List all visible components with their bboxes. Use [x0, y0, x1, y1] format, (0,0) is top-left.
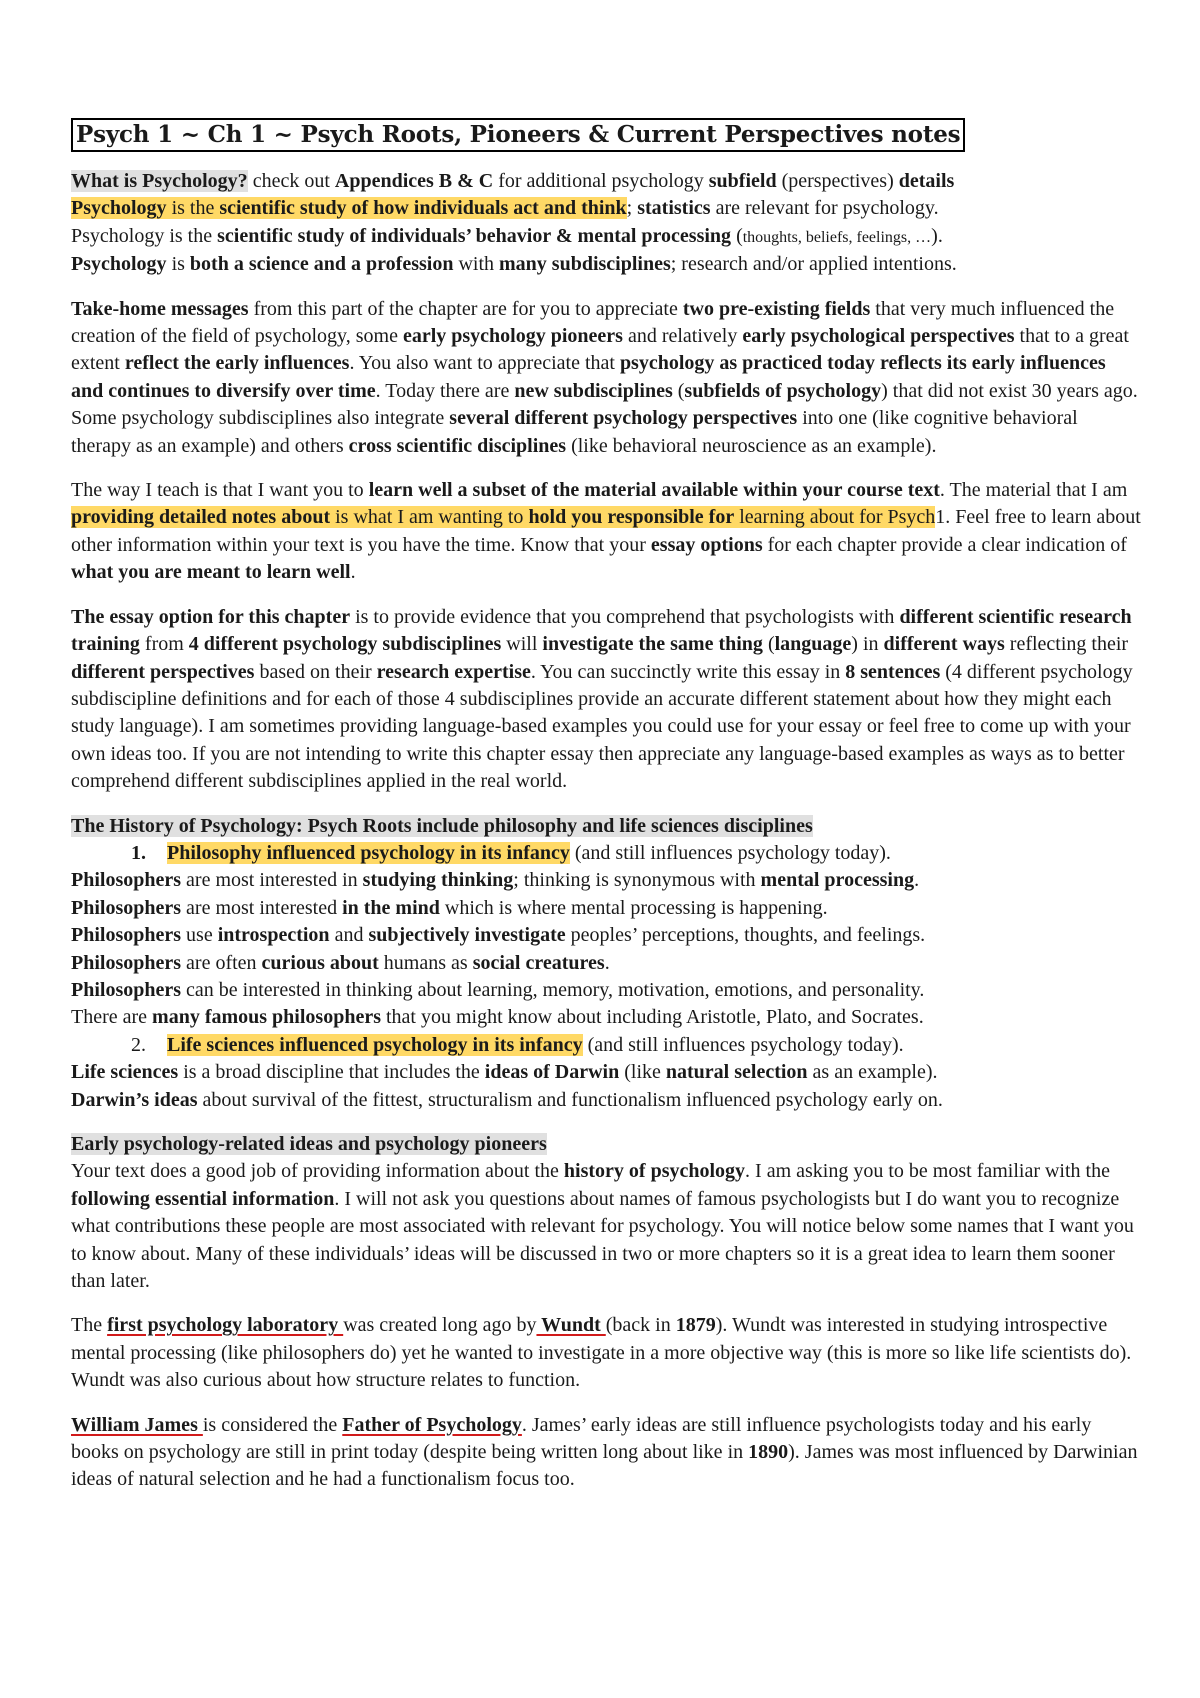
text: .	[604, 951, 610, 974]
history-heading	[71, 813, 1141, 840]
highlight: providing detailed notes about	[71, 506, 331, 529]
text: subjectively investigate	[368, 924, 566, 947]
text: ).	[931, 224, 943, 247]
text: into one (like cognitive behavioral therapy as an example) and others	[71, 407, 1078, 457]
text: scientific study of how individuals act and think	[219, 197, 627, 220]
text: There are	[71, 1006, 153, 1029]
text: scientific study of individuals’ behavior & mental processing	[217, 224, 732, 247]
highlight: learning about for Psych	[739, 506, 936, 529]
text: two pre-existing fields	[682, 297, 871, 320]
text: several different psychology perspectives	[449, 407, 798, 430]
text: early psychology pioneers	[402, 325, 623, 348]
text: subfield	[708, 170, 777, 192]
text: from this part of the chapter are for you to appreciate	[248, 297, 683, 320]
early-heading	[71, 1131, 1141, 1158]
text: both a science and a profession	[189, 253, 454, 276]
text: . The material that I am	[939, 479, 1128, 502]
text: studying thinking	[362, 869, 514, 892]
text: and relatively	[622, 325, 743, 348]
text: that to a great extent	[71, 325, 1129, 375]
text: statistics	[637, 197, 711, 220]
take-home-paragraph	[71, 296, 1141, 460]
text: history of psychology	[563, 1160, 746, 1183]
text: ;	[626, 197, 638, 220]
text: essay options	[650, 533, 763, 556]
text: is considered the	[202, 1413, 343, 1436]
text: Darwin’s ideas	[71, 1088, 198, 1111]
text: . I am asking you to be most familiar with the	[745, 1160, 1110, 1183]
text: language	[774, 633, 852, 656]
text: different ways	[883, 633, 1005, 656]
text: mental processing	[760, 869, 915, 892]
text: is	[166, 253, 190, 276]
text: reflecting their	[1004, 633, 1129, 656]
text: can be interested in thinking about learning, memory, motivation, emotions, and personality.	[181, 978, 925, 1001]
text: . You also want to appreciate that	[349, 352, 620, 375]
intro-paragraph	[71, 168, 1141, 279]
text: The essay option for this chapter	[71, 605, 351, 628]
text: about survival of the fittest, structuralism and functionalism influenced psychology early on.	[197, 1088, 943, 1111]
history-line	[71, 977, 1141, 1004]
wundt-paragraph	[71, 1312, 1141, 1394]
text: reflect the early influences	[124, 352, 350, 375]
list-item-philosophy	[71, 840, 1141, 867]
underlined-term: first psychology laboratory	[107, 1314, 344, 1337]
text: different scientific research training	[71, 605, 1132, 656]
text: in the mind	[342, 896, 440, 919]
text: are relevant for psychology.	[710, 197, 939, 220]
text: .	[914, 869, 920, 892]
text: was created long ago by	[343, 1314, 537, 1337]
text: many famous philosophers	[152, 1006, 381, 1029]
text: details	[898, 170, 955, 192]
text: . James’ early ideas are still influence psychologists today and his early books on psychology are still in print today (despite being written long about like in	[71, 1413, 1092, 1464]
text: and	[329, 924, 369, 947]
text: ). James was most influenced by Darwinian ideas of natural selection and he had a functionalism focus too.	[71, 1441, 1138, 1491]
text: The way I teach is that I want you to	[71, 479, 369, 502]
text: learn well a subset of the material available within your course text	[368, 479, 940, 502]
text: subfields of psychology	[684, 379, 882, 402]
history-line	[71, 922, 1141, 949]
text: 1. Feel free to learn about other information within your text is you have the time. Know that your	[71, 506, 1141, 556]
text: use	[181, 924, 218, 947]
list-item-life-sciences	[71, 1032, 1141, 1059]
text: (and still influences psychology today).	[582, 1033, 904, 1056]
text: 4 different psychology subdisciplines	[188, 633, 502, 656]
text: The	[71, 1314, 108, 1337]
text: Philosophers	[71, 978, 182, 1001]
text: (	[672, 379, 685, 402]
history-line	[71, 867, 1141, 894]
highlight: Life sciences influenced psychology in its infancy	[167, 1033, 583, 1056]
text: .	[350, 561, 356, 584]
highlight: hold you responsible for	[528, 506, 735, 529]
text: Philosophers	[71, 951, 182, 974]
text: that you might know about including Aristotle, Plato, and Socrates.	[380, 1006, 924, 1029]
text: what you are meant to learn well	[71, 561, 351, 584]
title-box	[71, 118, 965, 152]
text: social creatures	[472, 951, 605, 974]
highlight: is what I am wanting to	[330, 506, 529, 529]
document-body	[71, 118, 1141, 1511]
text: research expertise	[376, 660, 531, 683]
text: is a broad discipline that includes the	[178, 1061, 485, 1084]
text: (and still influences psychology today).	[569, 841, 891, 864]
history-line	[71, 895, 1141, 922]
text: Philosophers	[71, 869, 182, 892]
text: are most interested in	[181, 869, 363, 892]
list-number: 1.	[131, 841, 146, 864]
text: Psychology	[71, 253, 167, 276]
text: (perspectives)	[776, 170, 899, 192]
underlined-term: Wundt	[536, 1314, 606, 1337]
essay-paragraph	[71, 604, 1141, 796]
text: new subdisciplines	[514, 379, 673, 402]
text: ; research and/or applied intentions.	[670, 253, 957, 276]
text: ) that did not exist 30 years ago. Some psychology subdisciplines also integrate	[71, 379, 1138, 430]
text: natural selection	[665, 1061, 808, 1084]
text: introspection	[217, 924, 330, 947]
text: 1890	[748, 1441, 789, 1464]
list-number: 2.	[131, 1033, 146, 1056]
text: ; thinking is synonymous with	[513, 869, 761, 892]
text: (	[731, 224, 743, 247]
text: that very much influenced the creation of the field of psychology, some	[71, 297, 1115, 348]
text: is the	[166, 197, 220, 220]
history-line	[71, 950, 1141, 977]
text: following essential information	[71, 1187, 335, 1210]
text: Life sciences	[71, 1061, 179, 1084]
text: ). Wundt was interested in studying introspective mental processing (like philosophers do) yet he wanted to investigate in a more objective way (this is more so like life scientists do). Wundt was also curious about how structure relates to function.	[71, 1314, 1132, 1392]
text: thoughts, beliefs, feelings, …	[742, 228, 932, 246]
history-section	[71, 813, 1141, 1114]
text: ideas of Darwin	[484, 1061, 620, 1084]
text: Psychology	[71, 197, 167, 220]
text: Philosophers	[71, 896, 182, 919]
text: Your text does a good job of providing information about the	[71, 1160, 564, 1183]
text: is to provide evidence that you comprehend that psychologists with	[350, 605, 900, 628]
text: The History of Psychology: Psych Roots include philosophy and life sciences disciplines	[71, 814, 813, 837]
document-title: Psych 1 ~ Ch 1 ~ Psych Roots, Pioneers & Current Perspectives notes	[76, 121, 961, 148]
history-line	[71, 1059, 1141, 1086]
text: will	[501, 633, 543, 656]
text: Appendices B & C	[334, 170, 494, 192]
text: psychology as practiced today reflects its early influences and continues to diversify over time	[71, 352, 1106, 402]
text: based on their	[254, 660, 377, 683]
underlined-term: William James	[71, 1413, 203, 1436]
text: 8 sentences	[845, 660, 941, 683]
text: 1879	[675, 1314, 716, 1337]
text: for each chapter provide a clear indication of	[762, 533, 1127, 556]
text: investigate the same thing	[542, 633, 763, 656]
text: . You can succinctly write this essay in	[530, 660, 846, 683]
text: many subdisciplines	[499, 253, 671, 276]
text: are most interested	[181, 896, 343, 919]
highlight	[71, 197, 627, 219]
text: which is where mental processing is happening.	[439, 896, 828, 919]
text: humans as	[378, 951, 473, 974]
text: Take-home messages	[71, 297, 249, 320]
text: (like behavioral neuroscience as an example).	[566, 434, 937, 457]
text: check out	[247, 170, 335, 192]
highlight: Philosophy influenced psychology in its infancy	[167, 841, 570, 864]
history-line	[71, 1087, 1141, 1114]
text: Philosophers	[71, 924, 182, 947]
text: . Today there are	[375, 379, 515, 402]
text: (	[762, 633, 775, 656]
text: different perspectives	[71, 660, 255, 683]
text: (back in	[605, 1314, 676, 1337]
text: (4 different psychology subdiscipline definitions and for each of those 4 subdisciplines provide an accurate different statement about how they might each study language). I am sometimes providing language-based examples you could use for your essay or feel free to come up with your own ideas too. If you are not intending to write this chapter essay then appreciate any language-based examples as ways as to better comprehend different subdisciplines applied in the real world.	[71, 660, 1133, 793]
text: curious about	[261, 951, 379, 974]
text: early psychological perspectives	[742, 325, 1015, 348]
text: ) in	[851, 633, 884, 656]
text: Early psychology-related ideas and psychology pioneers	[71, 1133, 547, 1155]
early-paragraph	[71, 1158, 1141, 1295]
teaching-paragraph	[71, 477, 1141, 587]
text: as an example).	[807, 1061, 938, 1084]
text: . I will not ask you questions about names of famous psychologists but I do want you to recognize what contributions these people are most associated with relevant for psychology. You will notice below some names that I want you to know about. Many of these individuals’ ideas will be discussed in two or more chapters so it is a great idea to learn them sooner than later.	[71, 1187, 1134, 1293]
what-is-heading: What is Psychology?	[71, 170, 248, 192]
text: cross scientific disciplines	[348, 434, 567, 457]
text: from	[139, 633, 189, 656]
history-line	[71, 1004, 1141, 1031]
text: are often	[181, 951, 262, 974]
text: peoples’ perceptions, thoughts, and feelings.	[565, 924, 926, 947]
text: Psychology is the	[71, 224, 218, 247]
underlined-term: Father of Psychology	[342, 1413, 522, 1436]
text: with	[453, 253, 500, 276]
text: (like	[619, 1061, 666, 1084]
james-paragraph	[71, 1412, 1141, 1494]
early-section	[71, 1131, 1141, 1295]
text: for additional psychology	[493, 170, 709, 192]
